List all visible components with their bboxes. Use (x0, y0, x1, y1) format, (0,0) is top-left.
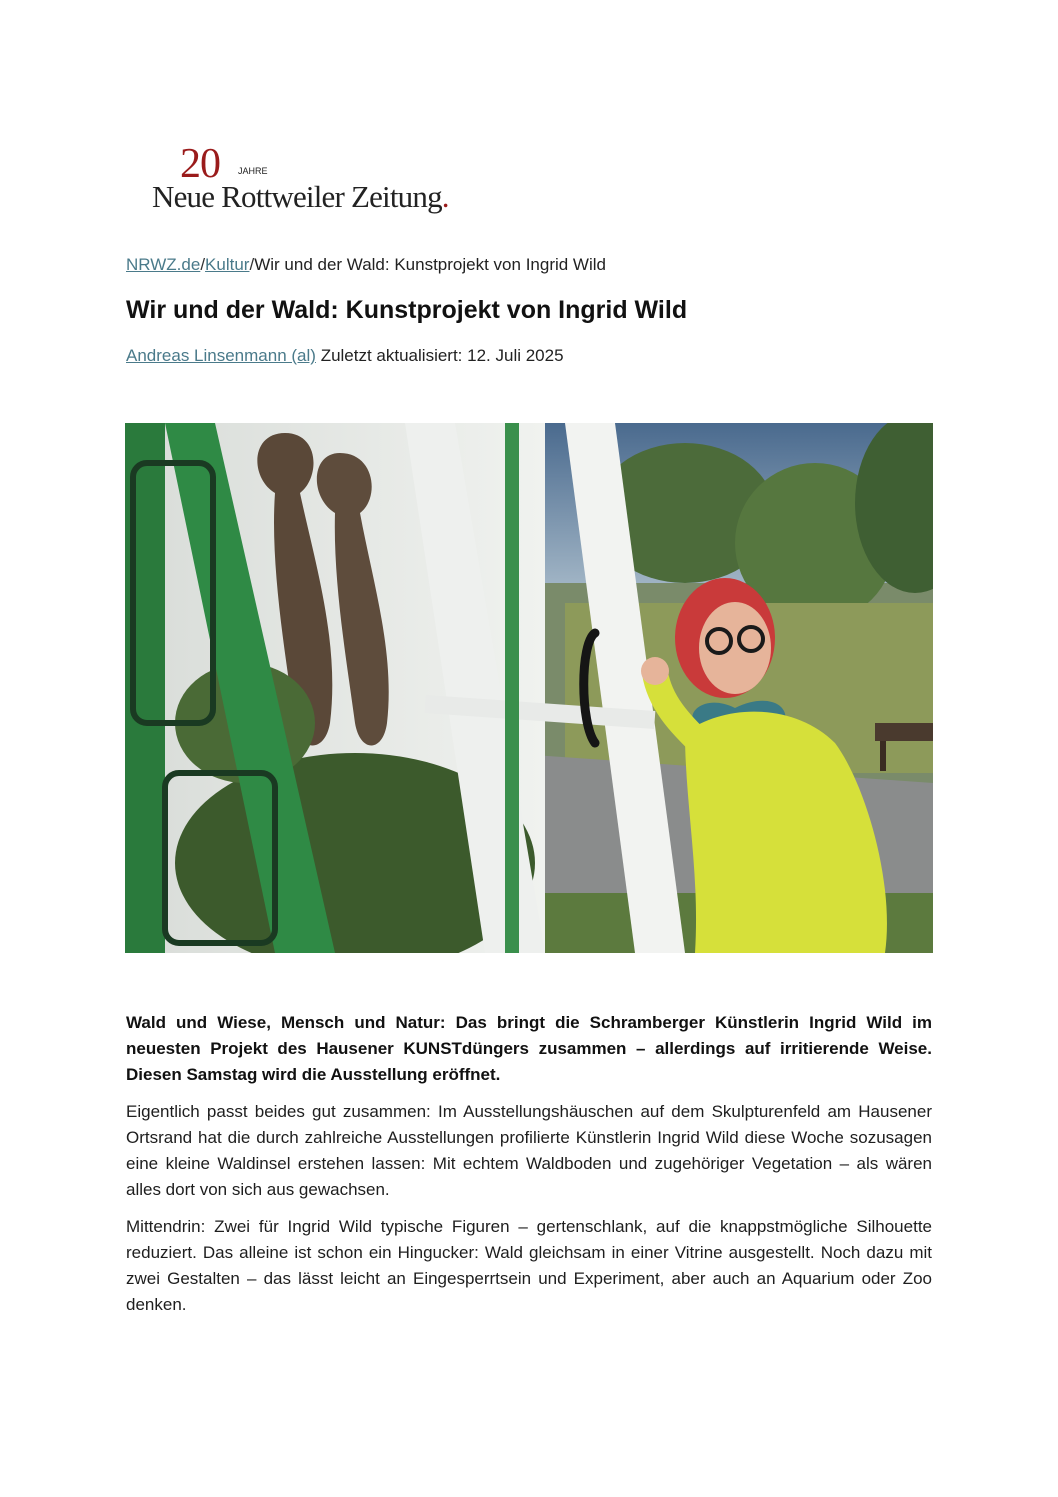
logo-wordmark (152, 179, 449, 215)
newspaper-logo[interactable] (152, 143, 472, 223)
breadcrumb-separator: / (200, 255, 206, 274)
breadcrumb-current-page: Wir und der Wald: Kunstprojekt von Ingrid Wild (254, 255, 606, 274)
article-title: Wir und der Wald: Kunstprojekt von Ingrid Wild (126, 296, 688, 324)
logo-anniversary-label: JAHRE (238, 166, 268, 176)
photo-bench (875, 723, 933, 741)
last-updated-text: Zuletzt aktualisiert: 12. Juli 2025 (320, 346, 564, 365)
article-paragraph: Eigentlich passt beides gut zusammen: Im Ausstellungshäuschen auf dem Skulpturenfeld am Hausener Ortsrand hat die durch zahlreiche Ausstellungen profilierte Künstlerin Ingrid Wild diese Woche sozusagen eine kleine Waldinsel erstehen lassen: Mit echtem Waldboden und zugehöriger Vegetation – als wären alles dort von sich aus gewachsen. (126, 1102, 932, 1199)
logo-anniversary-number: 20 (180, 141, 220, 187)
article-lead: Wald und Wiese, Mensch und Natur: Das bringt die Schramberger Künstlerin Ingrid Wild im neuesten Projekt des Hausener KUNSTdüngers zusammen – allerdings auf irritierende Weise. Diesen Samstag wird die Ausstellung eröffnet. (126, 1013, 932, 1084)
logo-wordmark-dot: . (441, 179, 449, 214)
article-paragraph: Mittendrin: Zwei für Ingrid Wild typische Figuren – gertenschlank, auf die knappstmögliche Silhouette reduziert. Das alleine ist schon ein Hingucker: Wald gleichsam in einer Vitrine ausgestellt. Noch dazu mit zwei Gestalten – das lässt leicht an Eingesperrtsein und Experiment, aber auch an Aquarium oder Zoo denken. (126, 1217, 932, 1314)
article-byline (126, 345, 564, 367)
photo-illustration (125, 423, 933, 953)
logo-wordmark-text: Neue Rottweiler Zeitung (152, 179, 442, 214)
breadcrumb-separator: / (249, 255, 255, 274)
author-link[interactable]: Andreas Linsenmann (al) (126, 346, 316, 365)
article-photo (125, 423, 933, 953)
breadcrumb-home-link[interactable]: NRWZ.de (126, 255, 201, 274)
breadcrumb (126, 254, 606, 276)
breadcrumb-section-link[interactable]: Kultur (205, 255, 250, 274)
article-body (126, 1010, 932, 1329)
